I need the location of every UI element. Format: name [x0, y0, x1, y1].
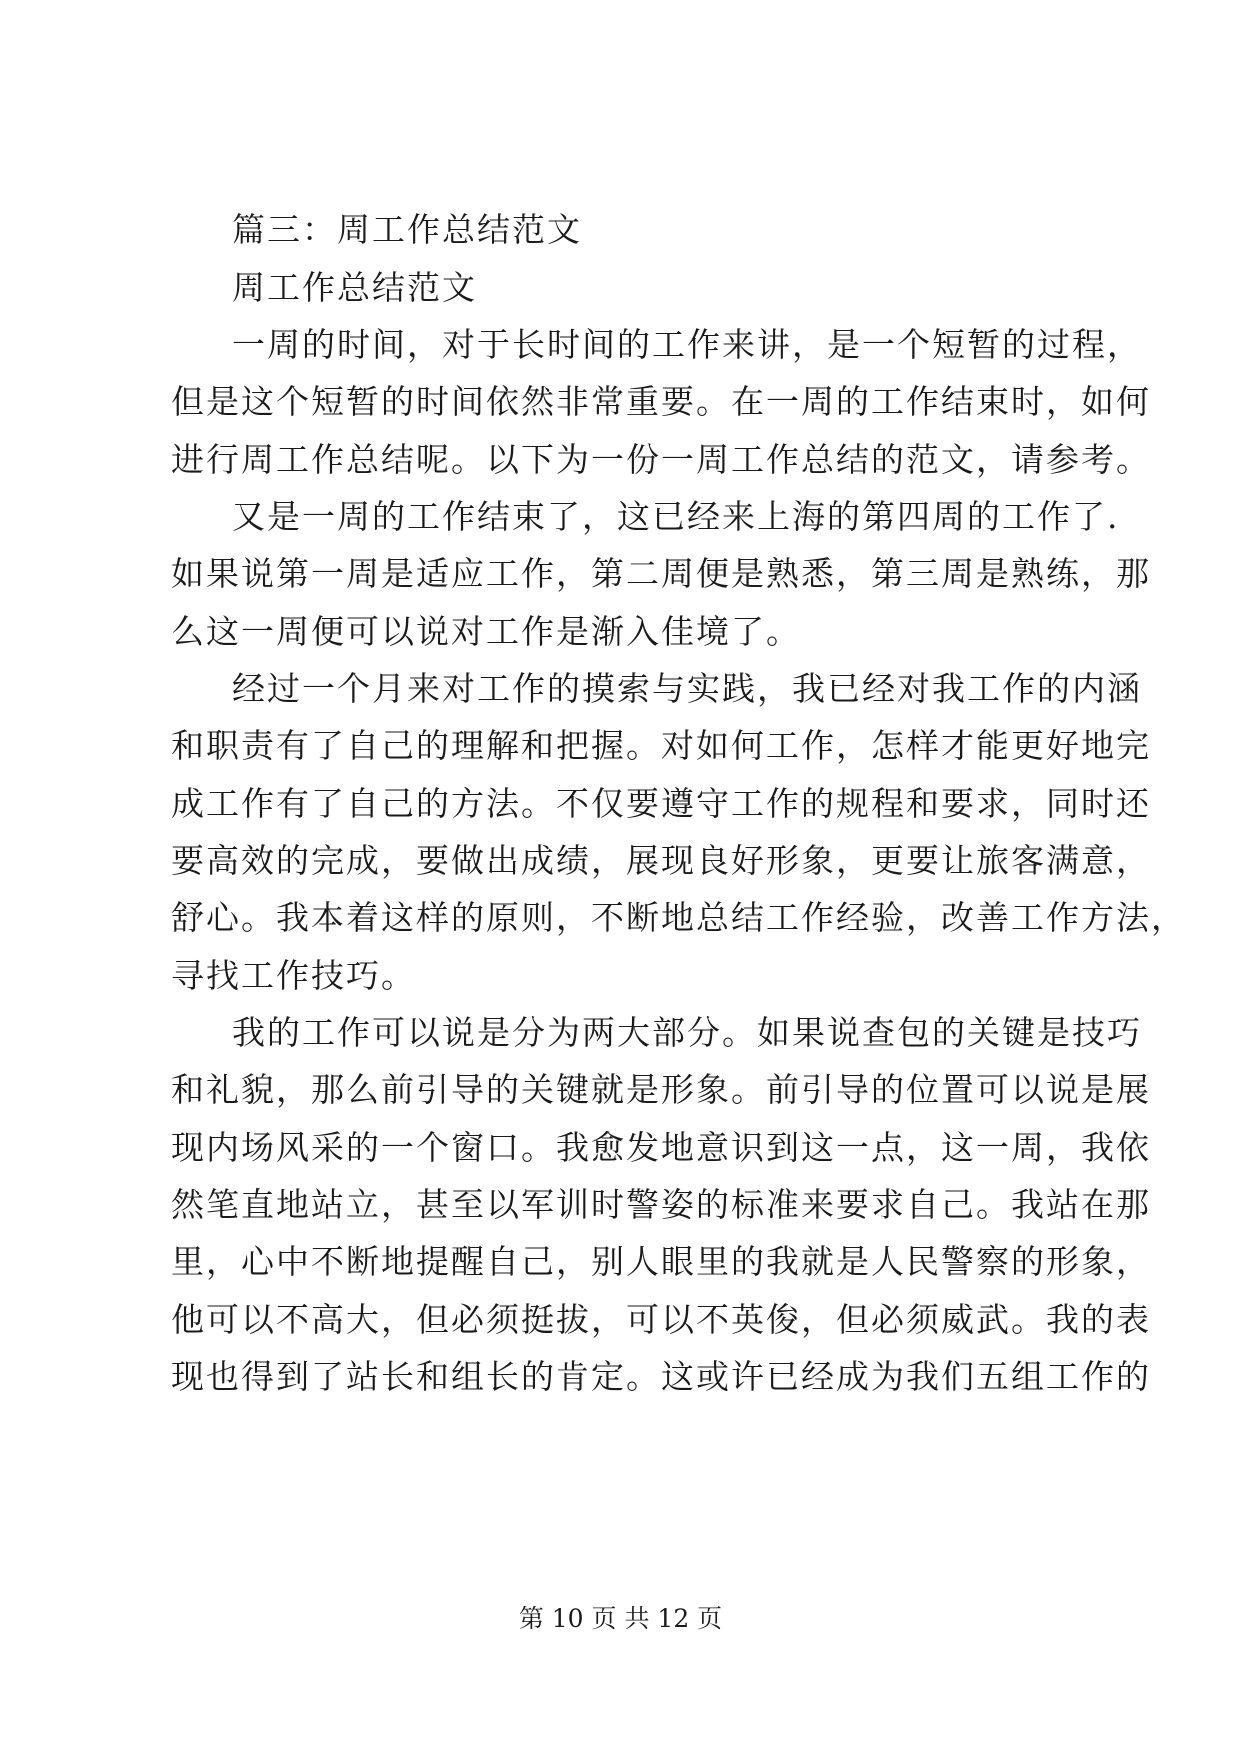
paragraph-line: 但是这个短暂的时间依然非常重要。在一周的工作结束时，如何 — [171, 382, 1151, 421]
paragraph-line: 成工作有了自己的方法。不仅要遵守工作的规程和要求，同时还 — [171, 784, 1151, 823]
paragraph-line: 现也得到了站长和组长的肯定。这或许已经成为我们五组工作的 — [171, 1357, 1151, 1396]
paragraph-line: 现内场风采的一个窗口。我愈发地意识到这一点，这一周，我依 — [171, 1128, 1151, 1167]
paragraph-line: 又是一周的工作结束了，这已经来上海的第四周的工作了. — [232, 497, 1120, 536]
paragraph-line: 和职责有了自己的理解和把握。对如何工作，怎样才能更好地完 — [171, 726, 1151, 765]
paragraph-line: 然笔直地站立，甚至以军训时警姿的标准来要求自己。我站在那 — [171, 1185, 1151, 1224]
paragraph-line: 我的工作可以说是分为两大部分。如果说查包的关键是技巧 — [232, 1013, 1142, 1052]
paragraph-line: 舒心。我本着这样的原则，不断地总结工作经验，改善工作方法， — [171, 898, 1186, 937]
paragraph-line: 进行周工作总结呢。以下为一份一周工作总结的范文，请参考。 — [171, 440, 1151, 479]
paragraph-line: 如果说第一周是适应工作，第二周便是熟悉，第三周是熟练，那 — [171, 554, 1151, 593]
paragraph-line: 他可以不高大，但必须挺拔，可以不英俊，但必须威武。我的表 — [171, 1300, 1151, 1339]
paragraph-line: 一周的时间，对于长时间的工作来讲，是一个短暂的过程， — [232, 325, 1142, 364]
paragraph-line: 里，心中不断地提醒自己，别人眼里的我就是人民警察的形象， — [171, 1242, 1151, 1281]
paragraph-line: 要高效的完成，要做出成绩，展现良好形象，更要让旅客满意， — [171, 841, 1151, 880]
paragraph-line: 寻找工作技巧。 — [171, 956, 416, 995]
paragraph-line: 经过一个月来对工作的摸索与实践，我已经对我工作的内涵 — [232, 669, 1142, 708]
paragraph-line: 和礼貌，那么前引导的关键就是形象。前引导的位置可以说是展 — [171, 1070, 1151, 1109]
section-heading: 篇三：周工作总结范文 — [232, 210, 582, 249]
page-number-footer: 第 10 页 共 12 页 — [518, 1604, 723, 1633]
document-title: 周工作总结范文 — [232, 268, 477, 307]
paragraph-line: 么这一周便可以说对工作是渐入佳境了。 — [171, 612, 801, 651]
